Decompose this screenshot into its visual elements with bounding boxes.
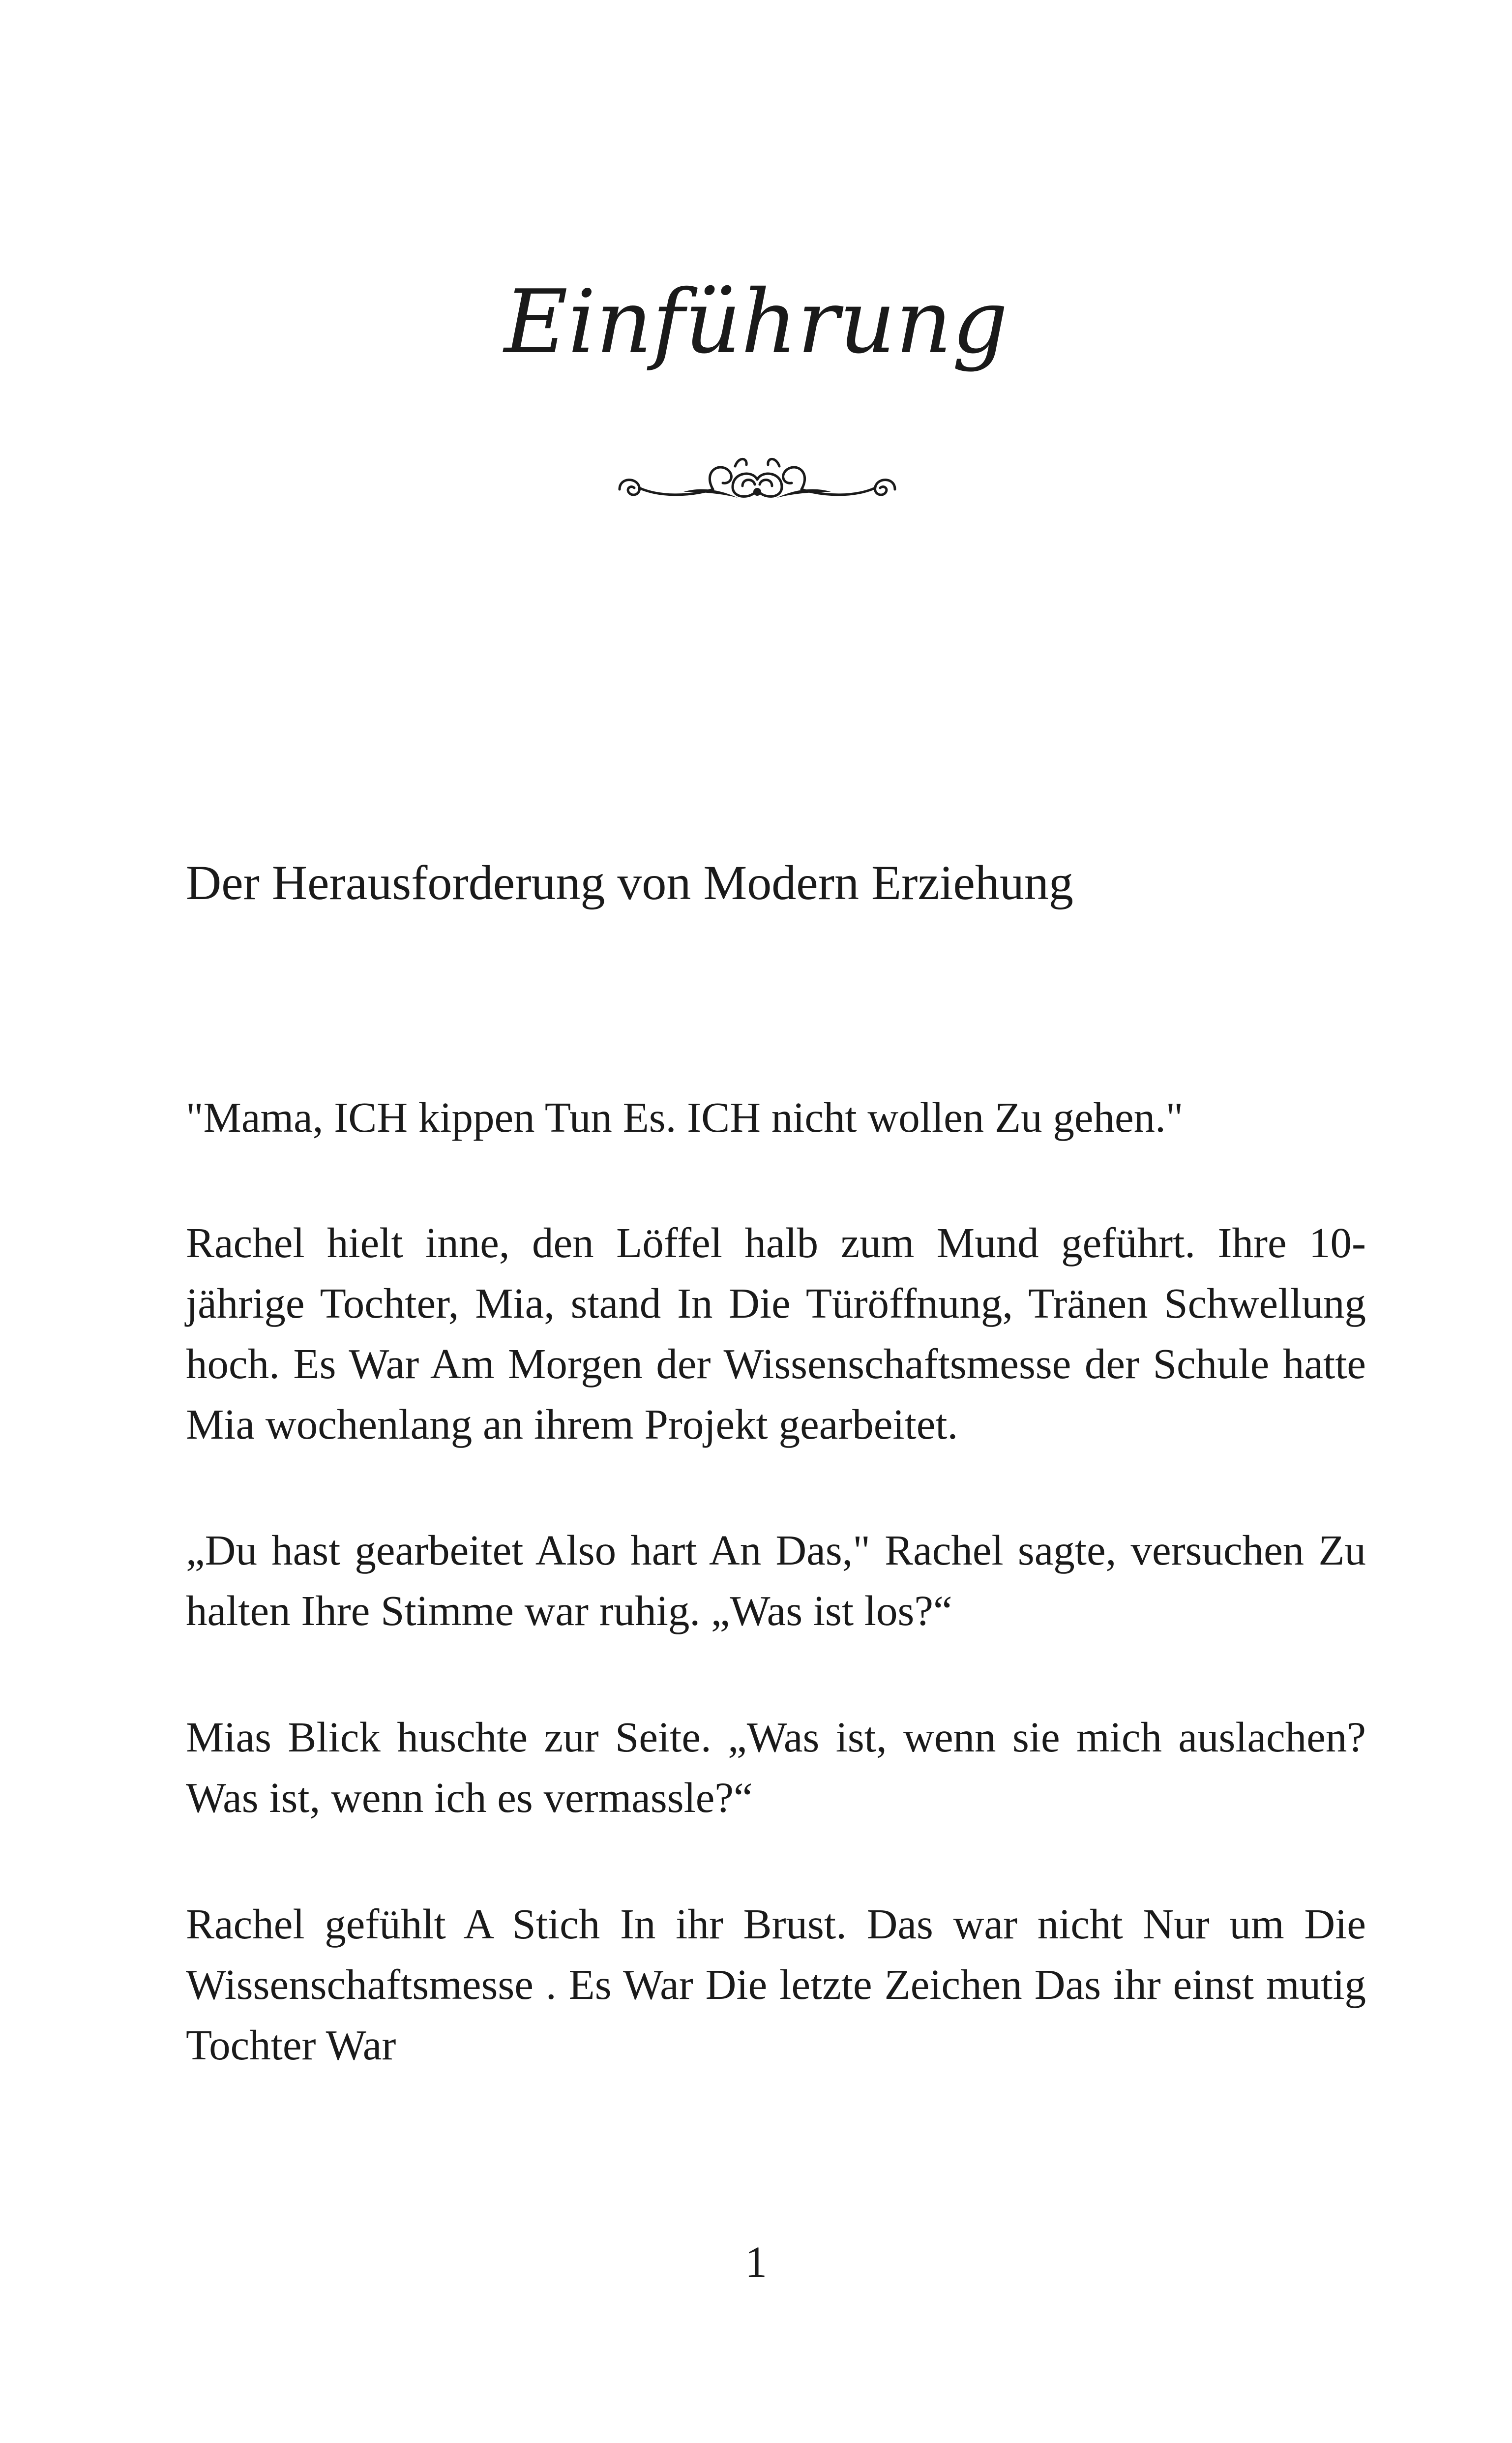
chapter-title: Einführung [504, 271, 1008, 373]
page-number: 1 [745, 2238, 767, 2287]
paragraph-4: Mias Blick huschte zur Seite. „Was ist, wenn sie mich auslachen? Was ist, wenn ich es vermassle?“ [186, 1713, 1366, 1821]
paragraph-5: Rachel gefühlt A Stich In ihr Brust. Das war nicht Nur um Die Wissenschaftsmesse . Es War Die letzte Zeichen Das ihr einst mutig Tochter War [186, 1900, 1366, 2069]
paragraph-2: Rachel hielt inne, den Löffel halb zum Mund geführt. Ihre 10-jährige Tochter, Mia, stand In Die Türöffnung, Tränen Schwellung hoch. Es War Am Morgen der Wissenschaftsmesse der Schule hatte Mia wochenlang an ihrem Projekt gearbeitet. [186, 1219, 1366, 1448]
paragraph-3: „Du hast gearbeitet Also hart An Das," Rachel sagte, versuchen Zu halten Ihre Stimme war ruhig. „Was ist los?“ [186, 1526, 1366, 1634]
section-subtitle: Der Herausforderung von Modern Erziehung [186, 855, 1073, 910]
ornament-divider-icon [610, 443, 905, 516]
paragraph-1: "Mama, ICH kippen Tun Es. ICH nicht wollen Zu gehen." [186, 1093, 1184, 1141]
